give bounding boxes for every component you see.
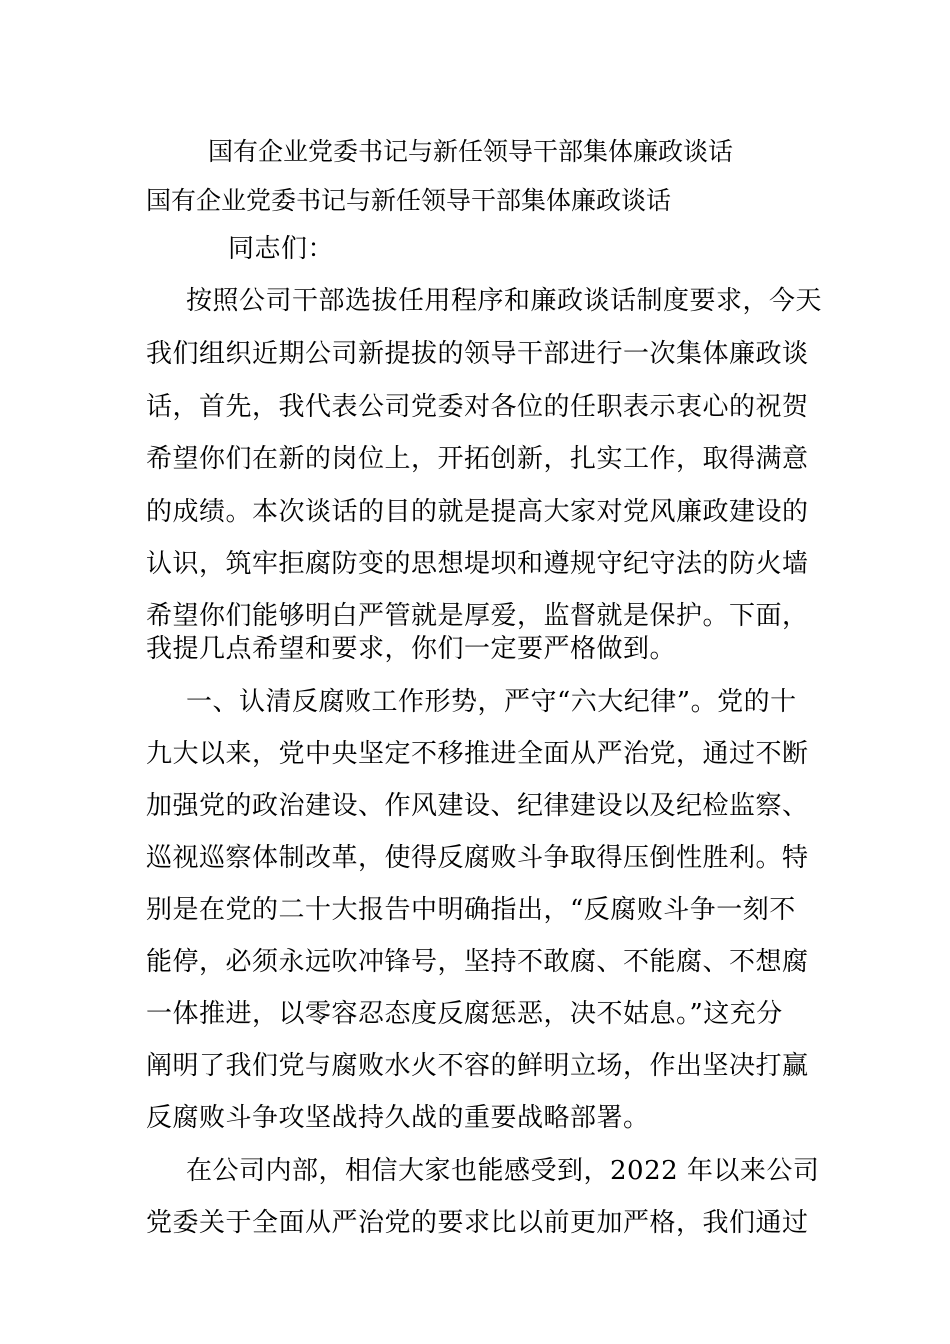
body-line: 能停，必须永远吹冲锋号，坚持不敢腐、不能腐、不想腐 (146, 947, 809, 977)
body-line: 反腐败斗争攻坚战持久战的重要战略部署。 (146, 1103, 650, 1133)
body-line: 一、认清反腐败工作形势，严守“六大纪律”。党的十 (186, 687, 797, 717)
body-line: 的成绩。本次谈话的目的就是提高大家对党风廉政建设的 (146, 497, 809, 527)
document-subtitle: 国有企业党委书记与新任领导干部集体廉政谈话 (146, 186, 672, 215)
body-line: 一体推进，以零容忍态度反腐惩恶，决不姑息。”这充分 (146, 999, 783, 1029)
body-line: 党委关于全面从严治党的要求比以前更加严格，我们通过 (146, 1208, 809, 1238)
body-line: 在公司内部，相信大家也能感受到，2022 年以来公司 (186, 1156, 820, 1186)
body-line: 我们组织近期公司新提拔的领导干部进行一次集体廉政谈 (146, 339, 809, 369)
body-line: 话，首先，我代表公司党委对各位的任职表示衷心的祝贺 (146, 392, 809, 422)
body-line: 希望你们能够明白严管就是厚爱，监督就是保护。下面， (146, 601, 809, 631)
document-title: 国有企业党委书记与新任领导干部集体廉政谈话 (208, 137, 734, 166)
body-line: 加强党的政治建设、作风建设、纪律建设以及纪检监察、 (146, 791, 809, 821)
body-line: 认识，筑牢拒腐防变的思想堤坝和遵规守纪守法的防火墙 (146, 549, 809, 579)
greeting-line: 同志们： (228, 234, 335, 264)
body-line: 九大以来，党中央坚定不移推进全面从严治党，通过不断 (146, 739, 809, 769)
body-line: 按照公司干部选拔任用程序和廉政谈话制度要求，今天 (186, 286, 823, 316)
body-line: 阐明了我们党与腐败水火不容的鲜明立场，作出坚决打赢 (146, 1051, 809, 1081)
body-line: 巡视巡察体制改革，使得反腐败斗争取得压倒性胜利。特 (146, 843, 809, 873)
body-line: 希望你们在新的岗位上，开拓创新，扎实工作，取得满意 (146, 444, 809, 474)
body-line: 我提几点希望和要求，你们一定要严格做到。 (146, 634, 677, 664)
body-line: 别是在党的二十大报告中明确指出，“反腐败斗争一刻不 (146, 895, 796, 925)
